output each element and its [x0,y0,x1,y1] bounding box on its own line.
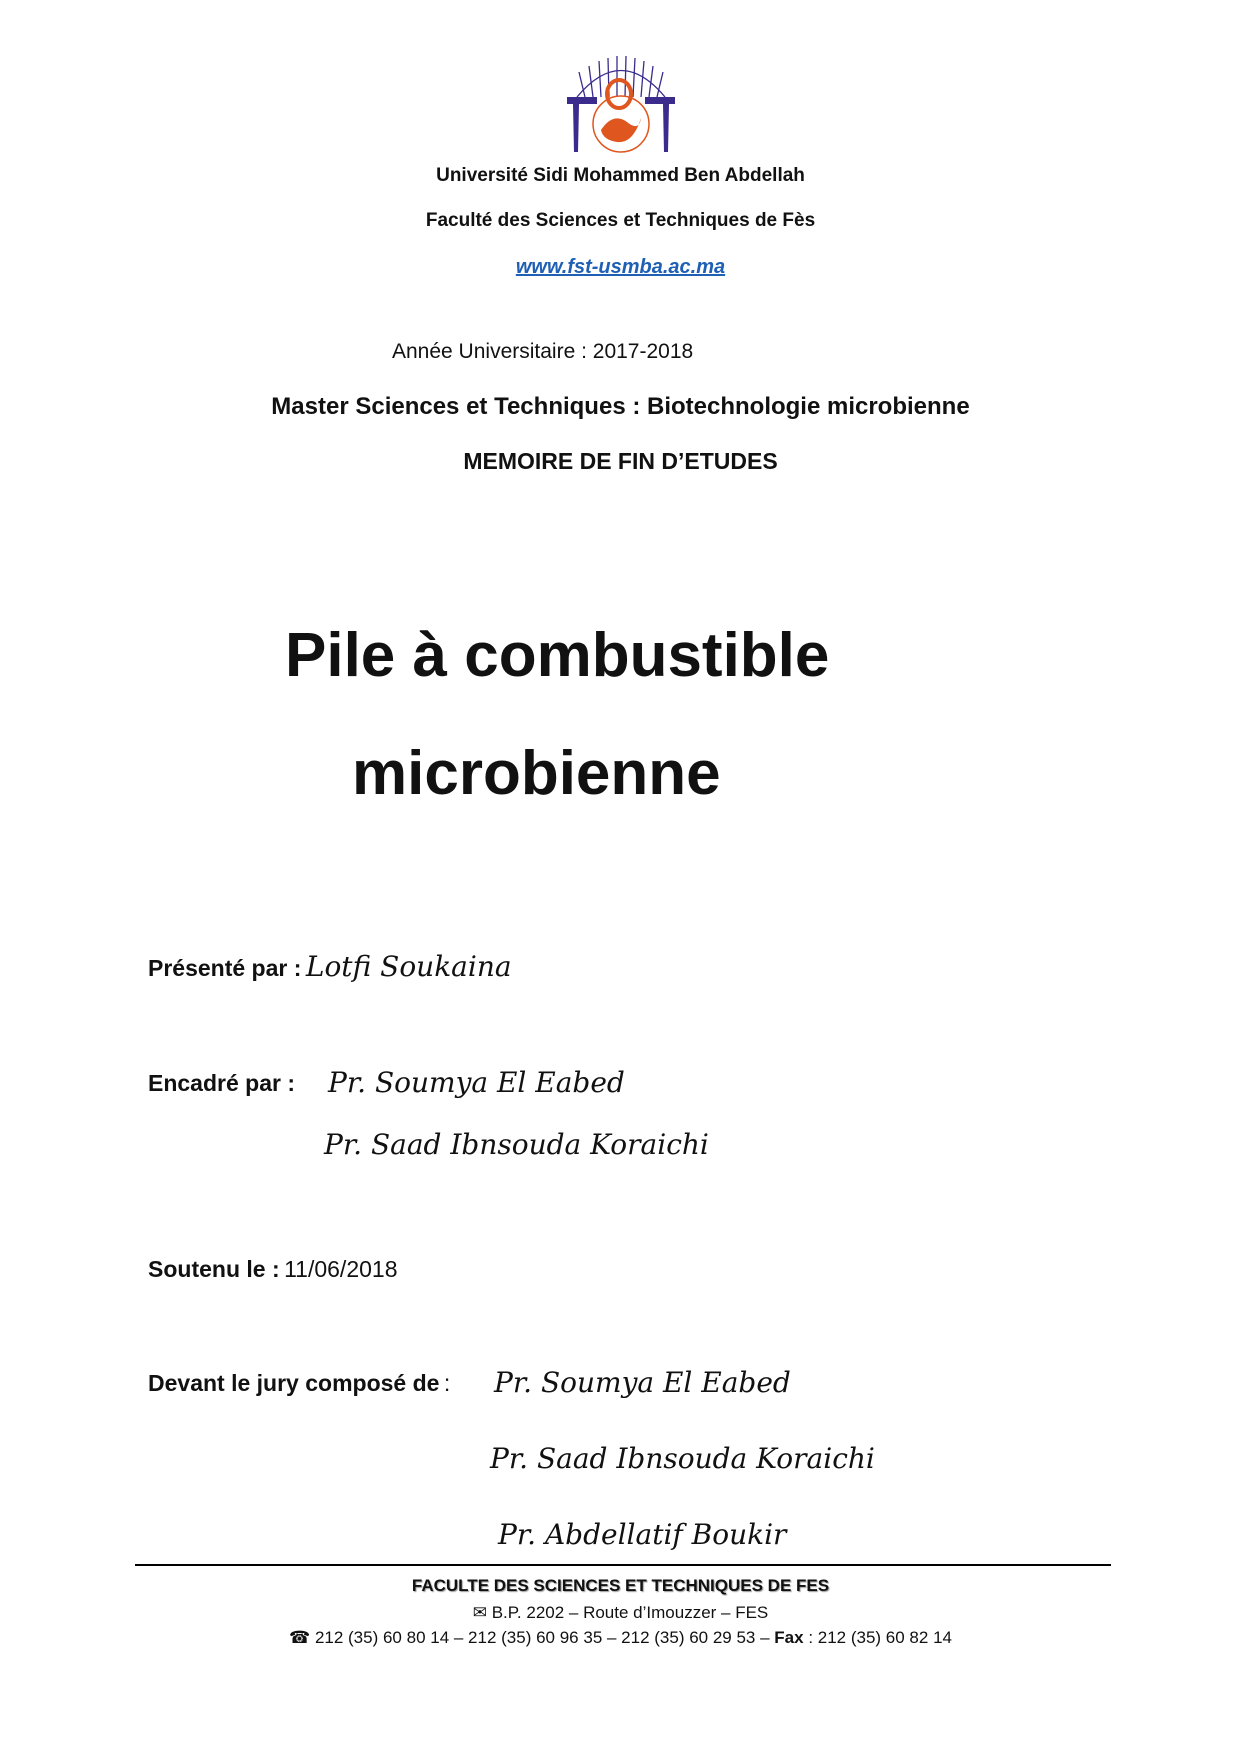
university-name: Université Sidi Mohammed Ben Abdellah [436,165,805,186]
thesis-title-line1: Pile à combustible [285,621,830,690]
jury-label: Devant le jury composé de [148,1370,440,1396]
fax-label: Fax [774,1628,804,1647]
author-name: Lotfi Soukaina [305,950,512,983]
footer-institution: FACULTE DES SCIENCES ET TECHNIQUES DE FES [411,1576,830,1595]
jury-member: Pr. Saad Ibnsouda Koraichi [490,1442,875,1475]
supervisor-name: Pr. Soumya El Eabed [328,1066,625,1099]
jury [148,1370,450,1397]
footer-address-text: B.P. 2202 – Route d’Imouzzer – FES [491,1603,769,1622]
website-link[interactable]: www.fst-usmba.ac.ma [515,256,726,278]
fax-number: : 212 (35) 60 82 14 [803,1628,952,1647]
phone-icon: ☎ [289,1628,311,1647]
presented-by-label: Présenté par : [148,955,302,981]
mailbox-icon: ✉ [472,1603,487,1622]
supervised-by-label: Encadré par : [148,1070,295,1096]
supervisor-name: Pr. Saad Ibnsouda Koraichi [324,1128,709,1161]
defense-label: Soutenu le : [148,1256,280,1282]
supervised-by [148,1070,295,1097]
university-logo [557,52,685,156]
footer-phone-numbers: 212 (35) 60 80 14 – 212 (35) 60 96 35 – 212 (35) 60 29 53 – [314,1628,775,1647]
jury-separator: : [443,1370,451,1396]
thesis-title-line2: microbienne [352,739,721,808]
defense-date-value: 11/06/2018 [284,1256,398,1282]
footer-phones [0,1628,1241,1648]
program-name: Master Sciences et Techniques : Biotechnologie microbienne [271,393,970,420]
presented-by [148,950,512,983]
academic-year: Année Universitaire : 2017-2018 [392,340,694,363]
footer-divider [135,1564,1111,1566]
document-type: MEMOIRE DE FIN D’ETUDES [463,448,778,474]
footer-address [0,1603,1241,1623]
jury-member: Pr. Soumya El Eabed [494,1366,791,1399]
faculty-name: Faculté des Sciences et Techniques de Fès [425,210,816,231]
defense-date [148,1256,397,1283]
jury-member: Pr. Abdellatif Boukir [498,1518,787,1551]
